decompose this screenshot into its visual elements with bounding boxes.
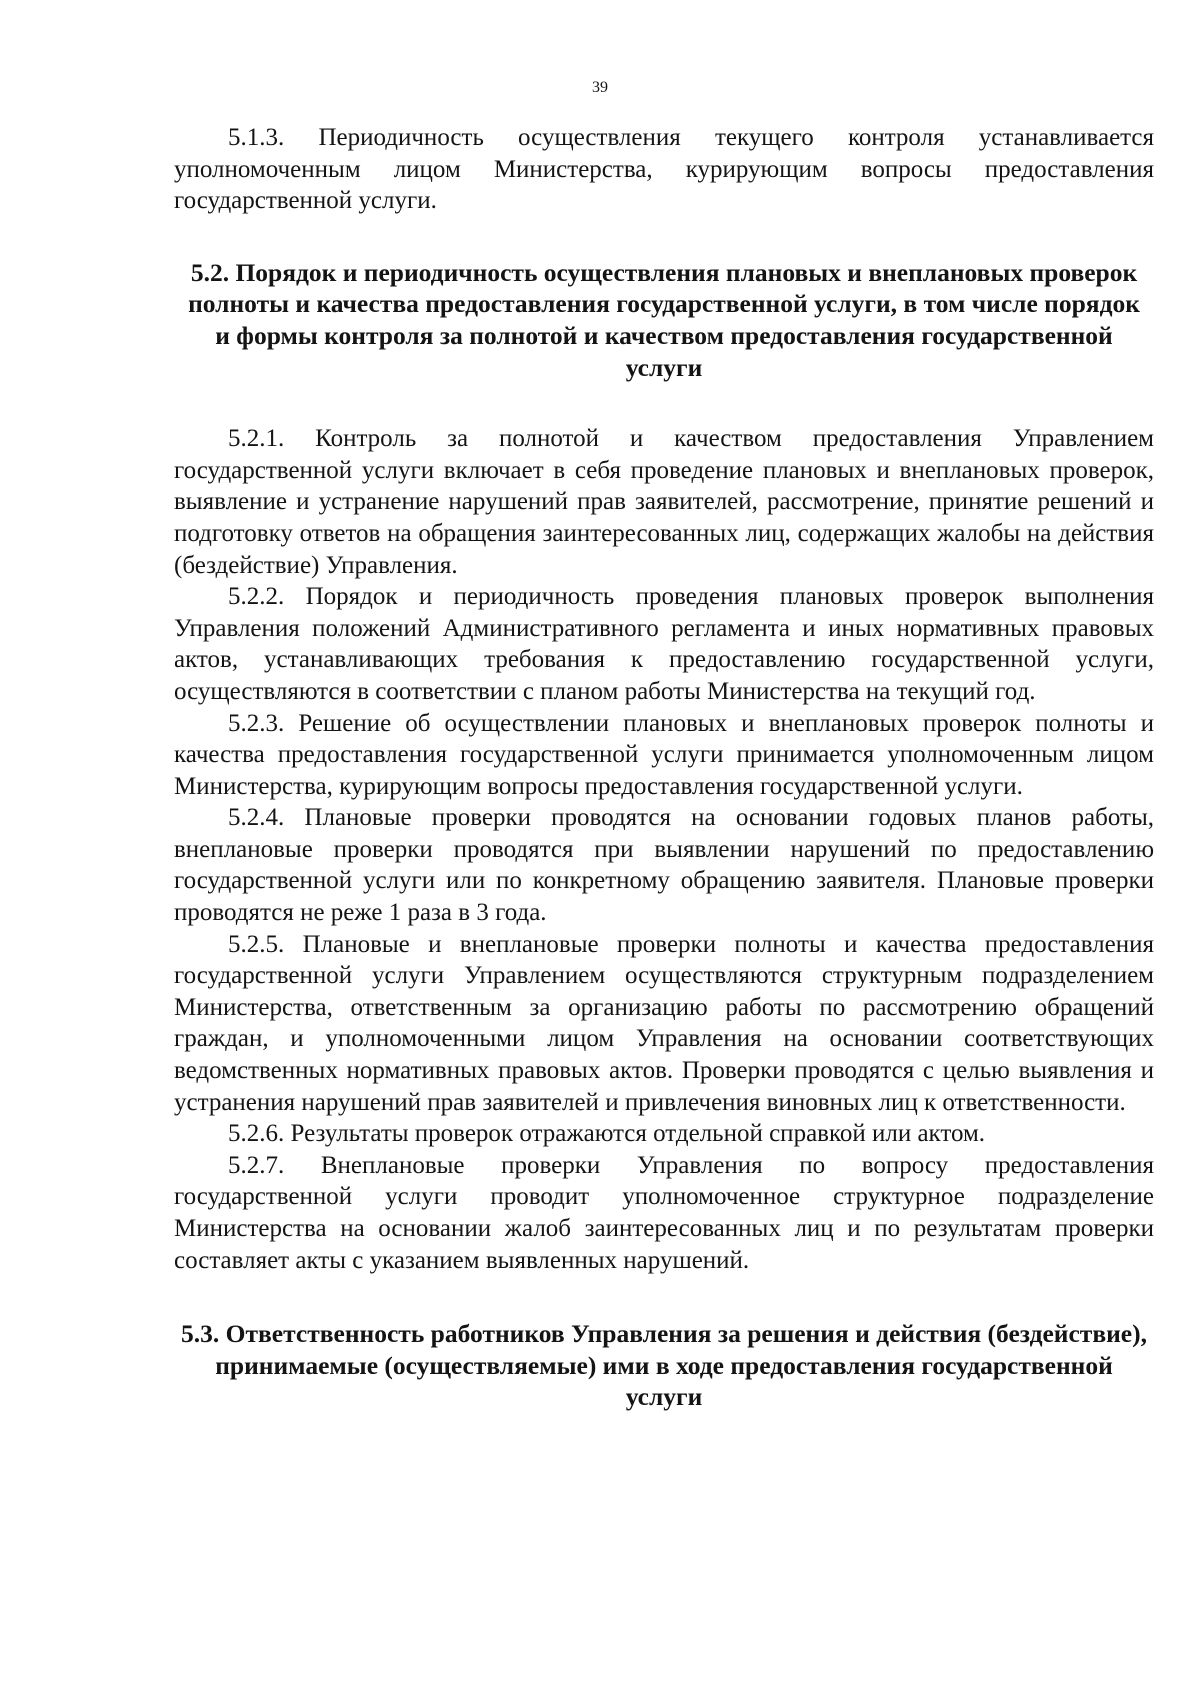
paragraph-5-2-1: 5.2.1. Контроль за полнотой и качеством предоставления Управлением государственной услуги включает в себя проведение плановых и внеплановых проверок, выявление и устранение нарушений прав заявителей, рассмотрение, принятие решений и подготовку ответов на обращения заинтересованных лиц, содержащих жалобы на действия (бездействие) Управления.	[174, 425, 1154, 579]
page-content	[174, 122, 1154, 1413]
page-number: 39	[592, 79, 608, 96]
paragraph-5-2-3: 5.2.3. Решение об осуществлении плановых и внеплановых проверок полноты и качества предоставления государственной услуги принимается уполномоченным лицом Министерства, курирующим вопросы предоставления государственной услуги.	[174, 709, 1154, 800]
paragraph-5-2-6: 5.2.6. Результаты проверок отражаются отдельной справкой или актом.	[228, 1120, 986, 1148]
paragraph-5-2-4: 5.2.4. Плановые проверки проводятся на основании годовых планов работы, внеплановые проверки проводятся при выявлении нарушений по предоставлению государственной услуги или по конкретному обращению заявителя. Плановые проверки проводятся не реже 1 раза в 3 года.	[174, 804, 1154, 927]
paragraph-5-2-2: 5.2.2. Порядок и периодичность проведения плановых проверок выполнения Управления положений Административного регламента и иных нормативных правовых актов, устанавливающих требования к предоставлению государственной услуги, осуществляются в соответствии с планом работы Министерства на текущий год.	[174, 583, 1154, 705]
paragraph-5-1-3: 5.1.3. Периодичность осуществления текущего контроля устанавливается уполномоченным лицом Министерства, курирующим вопросы предоставления государственной услуги.	[174, 124, 1154, 215]
paragraph-5-2-5: 5.2.5. Плановые и внеплановые проверки полноты и качества предоставления государственной услуги Управлением осуществляются структурным подразделением Министерства, ответственным за организацию работы по рассмотрению обращений граждан, и уполномоченными лицом Управления на основании соответствующих ведомственных нормативных правовых актов. Проверки проводятся с целью выявления и устранения нарушений прав заявителей и привлечения виновных лиц к ответственности.	[174, 930, 1154, 1116]
section-heading-5-2: 5.2. Порядок и периодичность осуществления плановых и внеплановых проверок полноты и качества предоставления государственной услуги, в том числе порядок и формы контроля за полнотой и качеством предоставления государственной услуги	[188, 257, 1140, 382]
paragraph-5-2-7: 5.2.7. Внеплановые проверки Управления по вопросу предоставления государственной услуги проводит уполномоченное структурное подразделение Министерства на основании жалоб заинтересованных лиц и по результатам проверки составляет акты с указанием выявленных нарушений.	[174, 1151, 1154, 1274]
section-heading-5-3: 5.3. Ответственность работников Управления за решения и действия (бездействие), принимаемые (осуществляемые) ими в ходе предоставления государственной услуги	[181, 1319, 1147, 1412]
